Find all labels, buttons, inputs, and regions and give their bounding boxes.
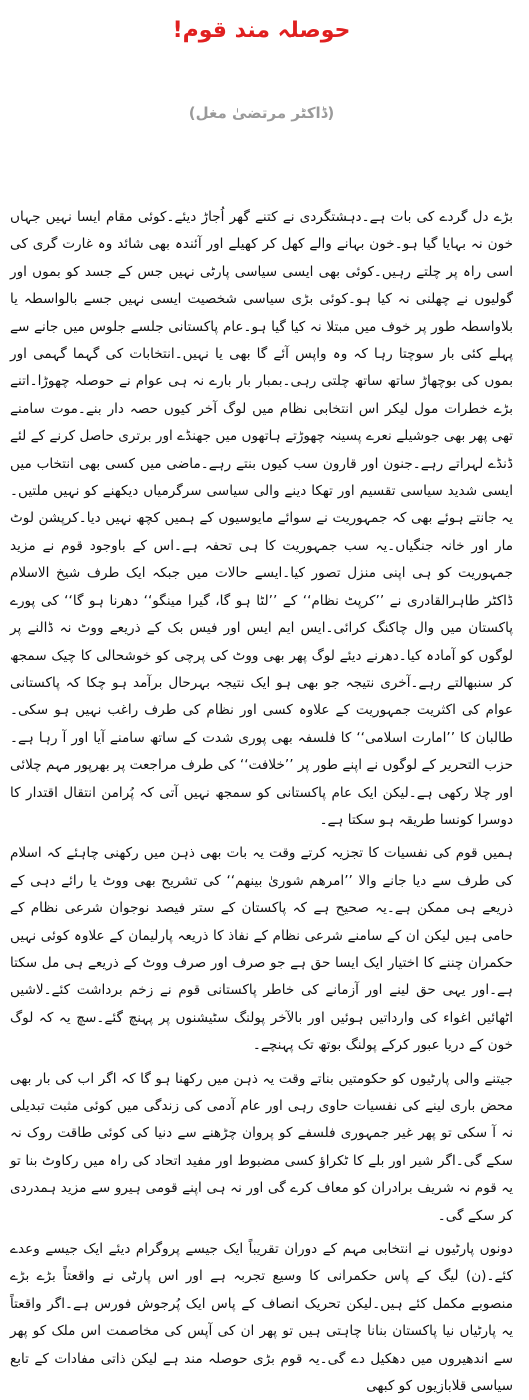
- paragraph: جیتنے والی پارٹیوں کو حکومتیں بناتے وقت یہ ذہن میں رکھنا ہو گا کہ اگر اب کی بار بھی محض باری لینے کی نفسیات حاوی رہی اور عام آدمی کی زندگی میں کوئی مثبت تبدیلی نہ آ سکی تو پھر غیر جمہوری فلسفے کو پروان چڑھنے سے دنیا کی کوئی طاقت روک نہ سکے گی۔اگر شیر اور بلے کا ٹکراؤ کسی مضبوط اور مفید اتحاد کی راہ میں رکاوٹ بنا تو یہ قوم نہ شریف برادران کو معاف کرے گی اور نہ ہی اپنے قومی ہیرو سے مزید ہمدردی کر سکے گی۔: [10, 1070, 513, 1224]
- paragraph: ہمیں قوم کی نفسیات کا تجزیہ کرتے وقت یہ بات بھی ذہن میں رکھنی چاہئے کہ اسلام کی طرف سے دیا جانے والا ’’امرھم شوریٰ بینھم‘‘ کی تشریح بھی ووٹ یا رائے دہی کے ذریعے ہی ممکن ہے۔یہ صحیح ہے کہ پاکستان کے ستر فیصد نوجوان شرعی نظام کے حامی ہیں لیکن ان کے سامنے شرعی نظام کے نفاذ کا ذریعہ پارلیمان کے علاوہ کوئی نہیں حکمران چننے کا اختیار ایک ایسا حق ہے جو صرف اور صرف ووٹ کے ذریعے ہی مل سکتا ہے۔اور یہی حق لینے اور آزمانے کی خاطر پاکستانی قوم نے زخم برداشت کئے۔لاشیں اٹھائیں اغواء کی وارداتیں ہوئیں اور بالآخر پولنگ سٹیشنوں پر پہنچ گئے۔سچ یہ کہ لوگ خون کے دریا عبور کرکے پولنگ بوتھ تک پہنچے۔: [10, 845, 513, 1054]
- article-title: حوصلہ مند قوم!: [172, 18, 351, 43]
- paragraph: بڑے دل گردے کی بات ہے۔دہشتگردی نے کتنے گھر اُجاڑ دیئے۔کوئی مقام ایسا نہیں جہاں خون نہ بہایا گیا ہو۔خون بہانے والے کھل کر کھیلے اور آئندہ بھی شائد وہ غارت گری کی اسی راہ پر چلتے رہیں۔کوئی بھی ایسی سیاسی پارٹی نہیں جس کے جسد کو بموں اور گولیوں نے چھلنی نہ کیا ہو۔کوئی بڑی سیاسی شخصیت ایسی نہیں جسے بالواسطہ یا بلاواسطہ طور پر خوف میں مبتلا نہ کیا گیا ہو۔عام پاکستانی جلسے جلوس میں جانے سے پہلے کئی بار سوچتا رہا کہ وہ واپس آئے گا بھی یا نہیں۔انتخابات کی گہما گہمی اور بموں کی بوچھاڑ ساتھ ساتھ چلتی رہی۔بمبار بار بارے نہ ہی عوام نے حوصلہ چھوڑا۔اتنے بڑے خطرات مول لیکر اس انتخابی نظام میں لوگ آخر کیوں حصہ دار بنے۔موت سامنے تھی پھر بھی جوشیلے نعرے پسینہ چھوڑتے ہاتھوں میں جھنڈے اور برتری حاصل کرنے کے لئے ڈنڈے لہراتے رہے۔جنون اور قارون سب کیوں بنتے رہے۔ماضی میں کسی بھی انتخاب میں ایسی شدید سیاسی تقسیم اور تھکا دینے والی سیاسی سرگرمیاں دیکھنے کو نہیں ملتیں۔یہ جانتے ہوئے بھی کہ جمہوریت نے سوائے مایوسیوں کے ہمیں کچھ نہیں دیا۔کرپشن لوٹ مار اور خانہ جنگیاں۔یہ سب جمہوریت کا ہی تحفہ ہے۔اس کے باوجود قوم نے مزید جمہوریت کو ہی اپنی منزل تصور کیا۔ایسے حالات میں جبکہ ایک طرف شیخ الاسلام ڈاکٹر طاہرالقادری نے ’’کرپٹ نظام‘‘ کے ’’لٹا ہو گا، گیرا مینگو‘‘ دھرنا ہو گا‘‘ کی پورے پاکستان میں وال چاکنگ کرائی۔ایس ایم ایس اور فیس بک کے ذریعے ووٹ نہ ڈالنے پر لوگوں کو آمادہ کیا۔دھرنے دیئے لوگ پھر بھی ووٹ کی پرچی کو خوشحالی کا چیک سمجھ کر سنبھالتے رہے۔آخری نتیجہ جو بھی ہو ایک نتیجہ بہرحال برآمد ہو چکا کہ پاکستانی عوام کی اکثریت جمہوریت کے علاوہ کسی اور نظام کی طرف راغب نہیں ہو سکی۔طالبان کا ’’امارت اسلامی‘‘ کا فلسفہ بھی پوری شدت کے ساتھ سامنے آیا اور آ رہا ہے۔حزب التحریر کے لوگوں نے اپنے طور پر ’’خلافت‘‘ کی طرف مراجعت پر بھرپور مہم چلائی اور چلا رکھی ہے۔لیکن ایک عام پاکستانی کو سمجھ نہیں آتی کہ پُرامن انتقال اقتدار کا دوسرا کونسا طریقہ ہو سکتا ہے۔: [10, 209, 513, 828]
- article-body: [10, 204, 513, 1400]
- paragraph: دونوں پارٹیوں نے انتخابی مہم کے دوران تقریباً ایک جیسے پروگرام دیئے ایک جیسے وعدے کئے۔(ن) لیگ کے پاس حکمرانی کا وسیع تجربہ ہے اور اس پارٹی نے واقعتاً بڑے بڑے منصوبے مکمل کئے ہیں۔لیکن تحریک انصاف کے پاس ایک پُرجوش فورس ہے۔اگر واقعتاً یہ پارٹیاں نیا پاکستان بنانا چاہتی ہیں تو پھر ان کی آپس کی مخاصمت اس ملک کو پھر سے اندھیروں میں دھکیل دے گی۔یہ قوم بڑی حوصلہ مند ہے لیکن ذاتی مفادات کے تابع سیاسی قلابازیوں کو کبھی: [10, 1241, 513, 1395]
- author-byline: (ڈاکٹر مرتضیٰ مغل): [188, 104, 335, 122]
